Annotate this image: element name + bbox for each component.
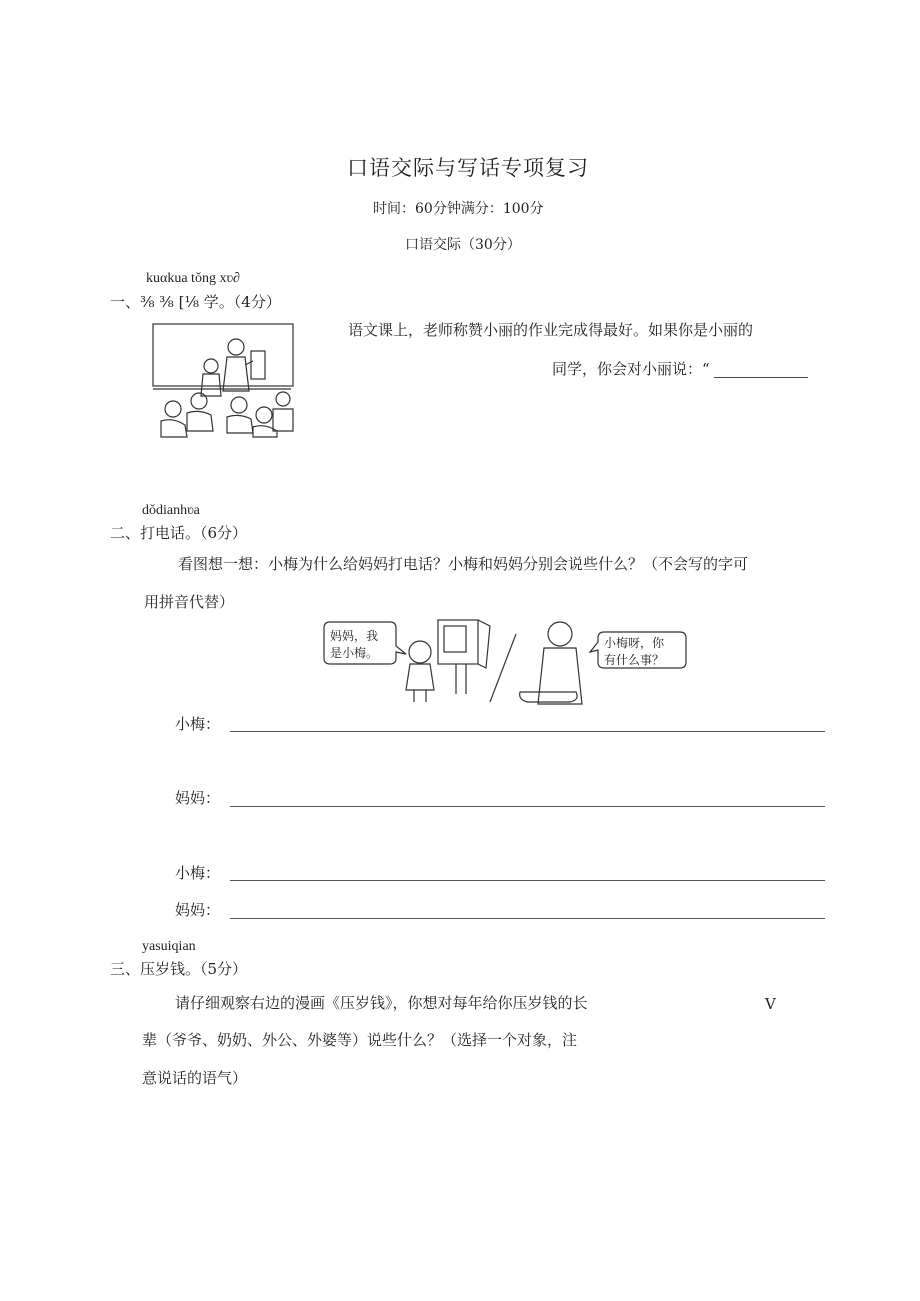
q3-pinyin: yasuiqian: [142, 939, 196, 954]
part-heading: 口语交际（30分）: [405, 237, 521, 253]
q1-prompt-line2: 同学，你会对小丽说：“: [552, 360, 710, 378]
q3-prompt-line3: 意说话的语气）: [142, 1069, 248, 1087]
q3-stray-mark: V: [765, 995, 776, 1013]
phone-call-illustration: [318, 612, 700, 712]
q2-heading: 二、打电话。（6分）: [110, 524, 248, 542]
mother-figure: [520, 622, 582, 704]
q1-prompt-line1: 语文课上，老师称赞小丽的作业完成得最好。如果你是小丽的: [348, 321, 754, 339]
q1-prompt-line2-wrap: [552, 361, 808, 378]
blackboard: [153, 324, 293, 386]
student-standing: [201, 359, 221, 396]
classroom-illustration: [151, 321, 297, 439]
q2-pinyin: dǒdianhʋa: [142, 503, 200, 518]
q3-prompt-line2: 辈（爷爷、奶奶、外公、外婆等）说些什么？（选择一个对象，注: [142, 1031, 578, 1049]
q2-prompt-line1: 看图想一想：小梅为什么给妈妈打电话？小梅和妈妈分别会说些什么？（不会写的字可: [178, 555, 749, 573]
answer-label-mama-1: 妈妈：: [175, 789, 221, 807]
answer-line-4[interactable]: [230, 918, 825, 919]
divider-slash: [490, 634, 516, 702]
answer-label-xiaomei-1: 小梅：: [175, 715, 221, 733]
q1-answer-blank[interactable]: [714, 361, 808, 378]
girl-figure: [406, 641, 434, 702]
q3-heading: 三、压岁钱。（5分）: [110, 960, 248, 978]
answer-line-3[interactable]: [230, 880, 825, 881]
payphone: [438, 620, 490, 694]
teacher-figure: [223, 339, 265, 391]
speech-bubble-left: [324, 622, 406, 664]
bubble-right-line1: 小梅呀，你: [604, 636, 665, 650]
students-seated: [161, 392, 293, 437]
bubble-right-line2: 有什么事？: [604, 653, 665, 667]
answer-label-mama-2: 妈妈：: [175, 901, 221, 919]
answer-label-xiaomei-2: 小梅：: [175, 864, 221, 882]
q3-prompt-line1: 请仔细观察右边的漫画《压岁钱》，你想对每年给你压岁钱的长: [175, 994, 588, 1012]
q1-pinyin: kuαkua tǒng xʋ∂: [146, 271, 240, 286]
time-info: 时间：60分钟满分：100分: [373, 201, 544, 217]
answer-line-2[interactable]: [230, 806, 825, 807]
q1-heading: 一、⅜ ⅜ [⅛ 学。（4分）: [110, 293, 281, 311]
speech-bubble-right: [590, 632, 686, 668]
page-title: 口语交际与写话专项复习: [347, 156, 589, 180]
q2-prompt-line2: 用拼音代替）: [144, 593, 235, 611]
answer-line-1[interactable]: [230, 731, 825, 732]
bubble-left-line1: 妈妈，我: [330, 629, 379, 643]
bubble-left-line2: 是小梅。: [330, 646, 379, 660]
